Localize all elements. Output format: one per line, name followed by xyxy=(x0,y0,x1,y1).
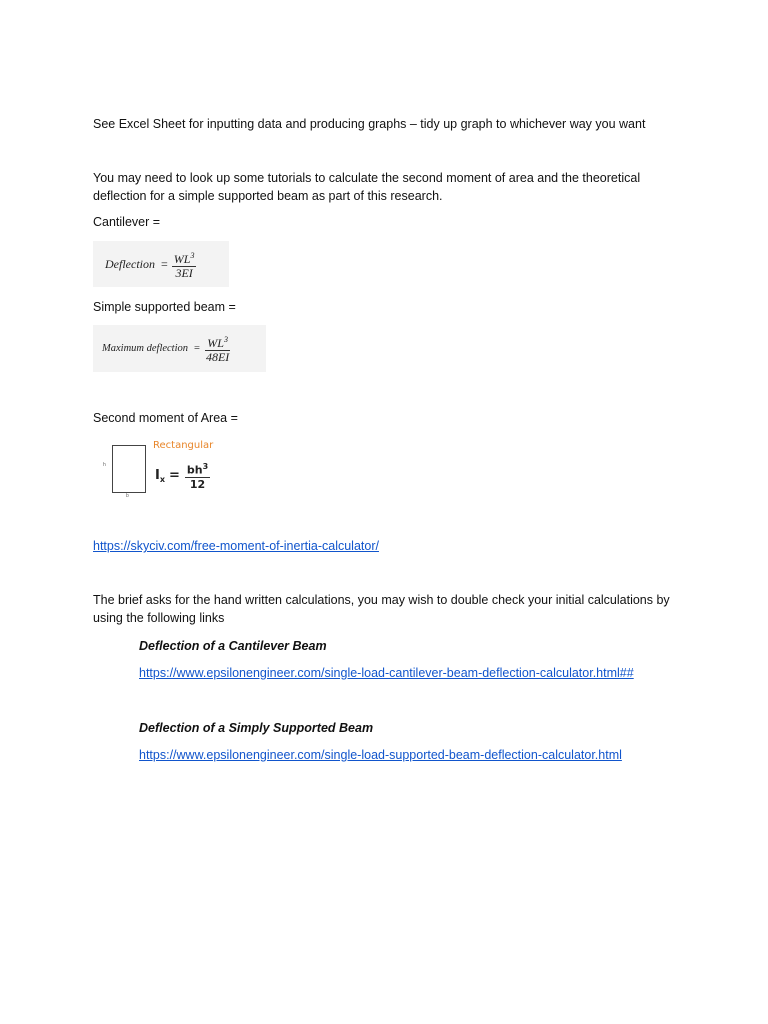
skyciv-moment-of-inertia-link[interactable]: https://skyciv.com/free-moment-of-inertia-calculator/ xyxy=(93,539,379,553)
rect-formula-fraction xyxy=(185,460,210,491)
simple-formula-eq: = xyxy=(194,343,200,354)
cantilever-formula-numerator: WL xyxy=(173,252,191,266)
rectangular-title: Rectangular xyxy=(153,440,214,451)
rect-formula-eq: = xyxy=(169,467,180,483)
rectangle-section-shape xyxy=(112,445,146,493)
intro-paragraph: See Excel Sheet for inputting data and producing graphs – tidy up graph to whichever way you want xyxy=(93,117,646,131)
tutorial-paragraph: You may need to look up some tutorials to calculate the second moment of area and the theoretical deflection for a simple supported beam as part of this research. xyxy=(93,171,641,203)
cantilever-formula-fraction xyxy=(172,249,197,280)
hand-calculations-paragraph: The brief asks for the hand written calculations, you may wish to double check your initial calculations by using the following links xyxy=(93,593,670,625)
cantilever-formula-lhs: Deflection xyxy=(105,257,155,271)
simple-formula-numerator: WL xyxy=(207,336,224,350)
cantilever-calculator-link[interactable]: https://www.epsilonengineer.com/single-load-cantilever-beam-deflection-calculator.html## xyxy=(139,666,634,680)
simple-formula-exponent: 3 xyxy=(223,335,228,344)
simple-formula-fraction xyxy=(204,333,231,364)
cantilever-formula-eq: = xyxy=(160,257,168,271)
rectangular-section-image xyxy=(100,438,225,500)
cantilever-label: Cantilever = xyxy=(93,215,161,229)
rect-formula-lhs: I xyxy=(155,467,160,483)
rect-formula-denominator: 12 xyxy=(189,477,206,491)
simple-formula-denominator: 48EI xyxy=(205,350,230,364)
rect-formula-exponent: 3 xyxy=(202,462,209,471)
simple-formula-lhs: Maximum deflection xyxy=(102,343,189,354)
rectangle-height-label: h xyxy=(103,462,106,468)
cantilever-formula-denominator: 3EI xyxy=(175,266,193,280)
supported-beam-heading: Deflection of a Simply Supported Beam xyxy=(139,721,374,735)
rect-formula-sub: x xyxy=(159,474,166,484)
rect-formula-numerator: bh xyxy=(186,463,203,477)
rectangle-width-label: b xyxy=(126,493,129,499)
simple-beam-label: Simple supported beam = xyxy=(93,300,236,314)
cantilever-formula-image xyxy=(93,241,229,287)
cantilever-formula-exponent: 3 xyxy=(190,251,195,260)
second-moment-label: Second moment of Area = xyxy=(93,411,238,425)
cantilever-beam-heading: Deflection of a Cantilever Beam xyxy=(139,639,327,653)
supported-calculator-link[interactable]: https://www.epsilonengineer.com/single-load-supported-beam-deflection-calculator.html xyxy=(139,748,622,762)
simple-beam-formula-image xyxy=(93,325,266,372)
